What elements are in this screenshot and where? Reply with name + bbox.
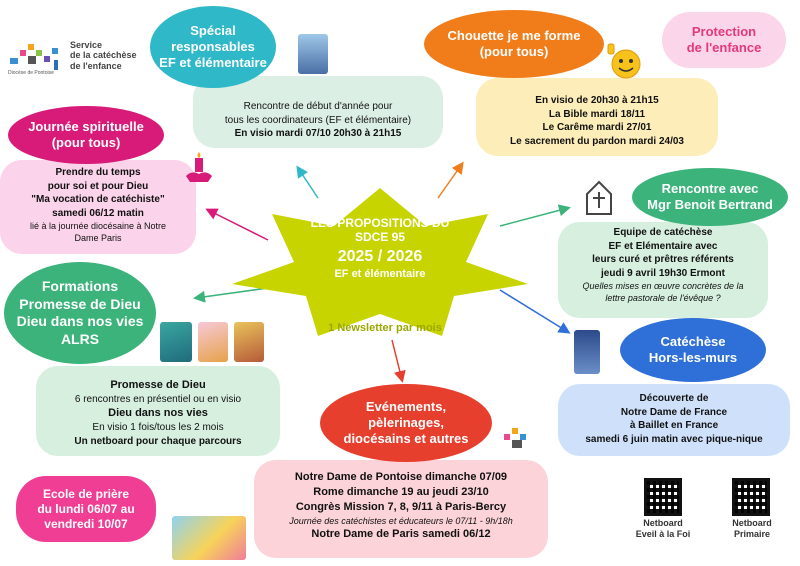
journee-line3: "Ma vocation de catéchiste" xyxy=(31,194,165,205)
qr-label-eveil: Netboard Eveil à la Foi xyxy=(635,518,691,539)
evenements-line3: Congrès Mission 7, 8, 9/11 à Paris-Bercy xyxy=(295,500,507,513)
statue-photo xyxy=(574,330,600,374)
formations-box xyxy=(36,366,280,456)
evenements-box xyxy=(254,460,548,558)
center-title-line1: LES PROPOSITIONS DU xyxy=(310,216,450,230)
evenements-line5: Notre Dame de Paris samedi 06/12 xyxy=(311,527,491,540)
eveque-box xyxy=(558,222,768,318)
evenements-line4: Journée des catéchistes et éducateurs le 07/11 - 9h/18h xyxy=(289,515,513,526)
book-cover-promesse xyxy=(160,322,192,362)
evenements-line2: Rome dimanche 19 au jeudi 23/10 xyxy=(313,485,489,498)
diocese-label: Diocèse de Pontoise xyxy=(8,70,54,76)
protection-bubble: Protection de l'enfance xyxy=(662,12,786,68)
small-logo-icon xyxy=(500,424,534,454)
responsables-line2: tous les coordinateurs (EF et élémentaire) xyxy=(224,114,412,126)
hors-murs-line3: à Baillet en France xyxy=(629,420,719,431)
eveque-line3: leurs curé et prêtres référents xyxy=(592,254,734,265)
responsables-line1: Rencontre de début d'année pour xyxy=(243,101,393,112)
journee-line1: Prendre du temps xyxy=(55,167,141,178)
qr-label-primaire: Netboard Primaire xyxy=(732,518,772,539)
journee-bubble: Journée spirituelle (pour tous) xyxy=(8,106,164,164)
qr-code-primaire[interactable] xyxy=(732,478,770,516)
candle-hands-icon xyxy=(184,150,214,184)
center-subtitle: EF et élémentaire xyxy=(334,268,426,280)
chouette-line1: En visio de 20h30 à 21h15 xyxy=(535,95,659,106)
eveque-line6: lettre pastorale de l'évêque ? xyxy=(605,293,721,304)
responsables-box xyxy=(193,76,443,148)
newsletter-label: 1 Newsletter par mois xyxy=(328,322,442,334)
formations-line3: Dieu dans nos vies xyxy=(108,407,208,420)
center-title-line2: SDCE 95 xyxy=(354,230,406,244)
formations-line1: Promesse de Dieu xyxy=(110,379,206,391)
responsables-photo xyxy=(298,34,328,74)
chouette-line4: Le sacrement du pardon mardi 24/03 xyxy=(510,135,684,147)
responsables-line3: En visio mardi 07/10 20h30 à 21h15 xyxy=(234,128,402,139)
eveque-line2: EF et Elémentaire avec xyxy=(608,240,718,252)
chouette-line2: La Bible mardi 18/11 xyxy=(548,108,646,120)
hors-murs-line1: Découverte de xyxy=(639,393,709,404)
book-cover-dieu xyxy=(198,322,228,362)
hors-murs-bubble: Catéchèse Hors-les-murs xyxy=(620,318,766,382)
journee-box xyxy=(0,160,196,254)
service-label: Service de la catéchèse de l'enfance xyxy=(70,40,137,71)
evenements-line1: Notre Dame de Pontoise dimanche 07/09 xyxy=(294,471,508,483)
mitre-icon xyxy=(582,180,616,220)
formations-line5: Un netboard pour chaque parcours xyxy=(74,435,242,447)
qr-code-eveil[interactable] xyxy=(644,478,682,516)
smiley-thumbs-up-icon xyxy=(604,42,644,82)
chouette-box xyxy=(476,78,718,156)
formations-line4: En visio 1 fois/tous les 2 mois xyxy=(92,422,224,434)
eveque-line1: Equipe de catéchèse xyxy=(613,227,713,238)
journee-line2: pour soi et pour Dieu xyxy=(47,180,149,192)
journee-line4: samedi 06/12 matin xyxy=(52,207,144,219)
chouette-bubble: Chouette je me forme (pour tous) xyxy=(424,10,604,78)
hors-murs-box xyxy=(558,384,790,456)
evenements-bubble: Evénements, pèlerinages, diocésains et autres xyxy=(320,384,492,462)
priere-flyer-image xyxy=(172,516,246,560)
eveque-line4: jeudi 9 avril 19h30 Ermont xyxy=(601,267,725,279)
formations-line2: 6 rencontres en présentiel ou en visio xyxy=(74,393,242,405)
chouette-line3: Le Carême mardi 27/01 xyxy=(542,122,652,133)
eveque-bubble: Rencontre avec Mgr Benoit Bertrand xyxy=(632,168,788,226)
formations-bubble: Formations Promesse de Dieu Dieu dans nos vies ALRS xyxy=(4,262,156,364)
responsables-bubble: Spécial responsables EF et élémentaire xyxy=(150,6,276,88)
priere-bubble: Ecole de prière du lundi 06/07 au vendredi 10/07 xyxy=(16,476,156,542)
center-title xyxy=(290,216,470,280)
journee-line5: lié à la journée diocésaine à Notre xyxy=(29,221,167,231)
book-cover-alrs xyxy=(234,322,264,362)
hors-murs-line4: samedi 6 juin matin avec pique-nique xyxy=(585,433,763,445)
hors-murs-line2: Notre Dame de France xyxy=(620,406,728,418)
journee-line6: Dame Paris xyxy=(74,233,122,244)
eveque-line5: Quelles mises en œuvre concrètes de la xyxy=(582,281,744,291)
center-year: 2025 / 2026 xyxy=(337,248,423,265)
arrow-evenements xyxy=(392,340,402,380)
